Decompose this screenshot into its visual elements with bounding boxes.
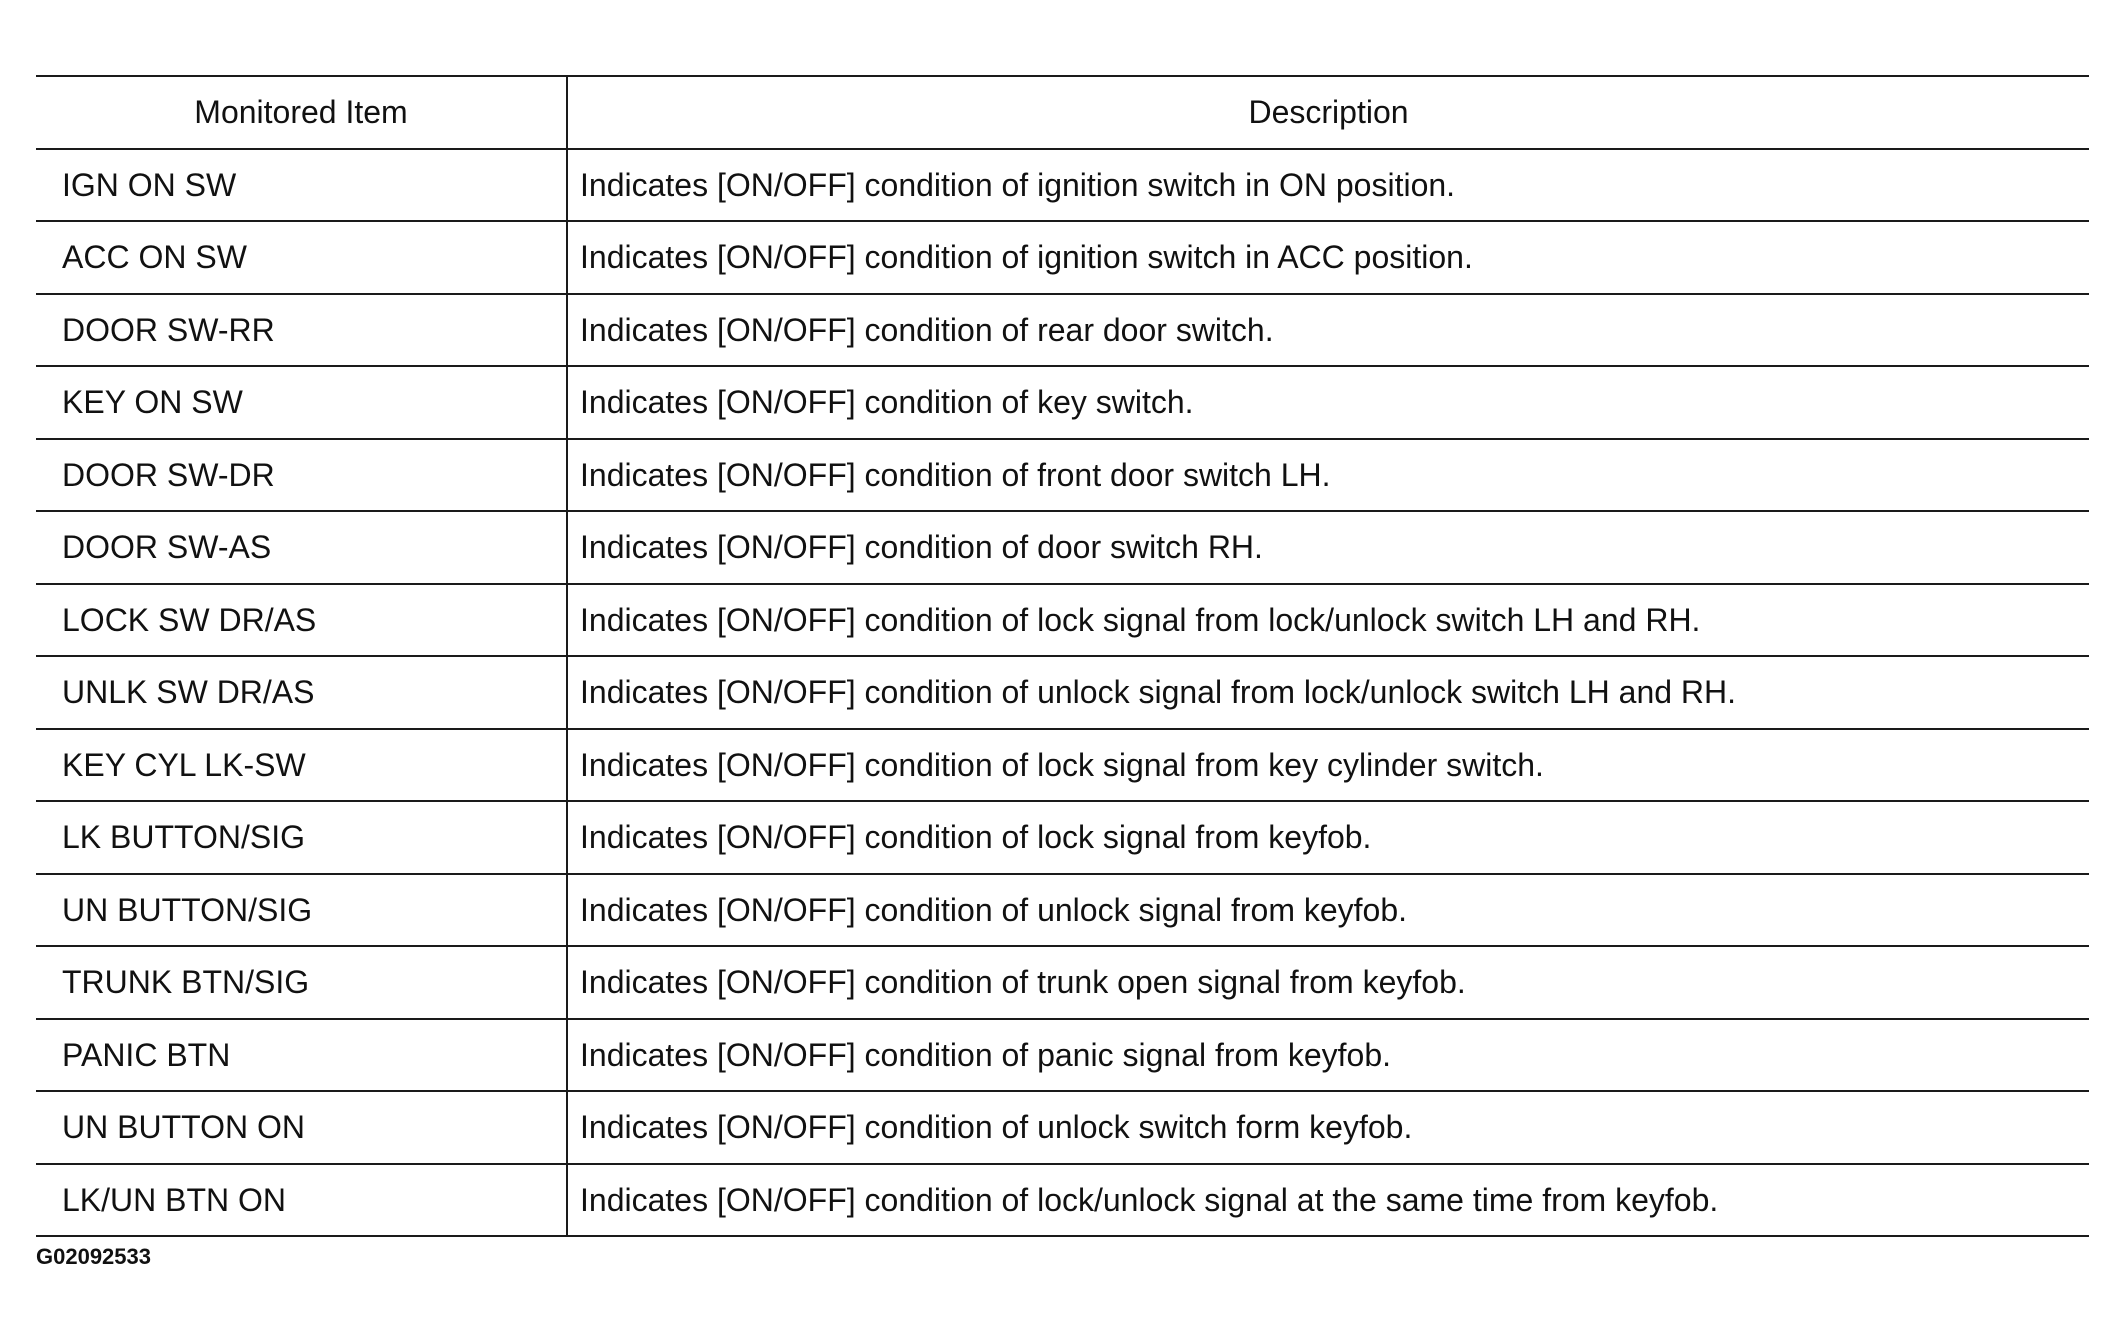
header-monitored-item: Monitored Item [36,76,567,149]
monitored-item-cell: UNLK SW DR/AS [36,656,567,729]
description-cell: Indicates [ON/OFF] condition of ignition switch in ON position. [567,149,2089,222]
table-row [36,656,2089,729]
monitored-item-cell: DOOR SW-RR [36,294,567,367]
table-row [36,294,2089,367]
description-cell: Indicates [ON/OFF] condition of unlock signal from lock/unlock switch LH and RH. [567,656,2089,729]
description-cell: Indicates [ON/OFF] condition of ignition switch in ACC position. [567,221,2089,294]
table-row [36,801,2089,874]
figure-id: G02092533 [36,1244,151,1269]
monitored-item-cell: PANIC BTN [36,1019,567,1092]
table-row [36,439,2089,512]
table-row [36,366,2089,439]
description-cell: Indicates [ON/OFF] condition of trunk open signal from keyfob. [567,946,2089,1019]
table-row [36,1019,2089,1092]
monitored-item-cell: LOCK SW DR/AS [36,584,567,657]
description-cell: Indicates [ON/OFF] condition of key switch. [567,366,2089,439]
description-cell: Indicates [ON/OFF] condition of lock signal from lock/unlock switch LH and RH. [567,584,2089,657]
table-row [36,511,2089,584]
table-row [36,874,2089,947]
table-row [36,149,2089,222]
description-cell: Indicates [ON/OFF] condition of rear door switch. [567,294,2089,367]
table-row [36,1164,2089,1237]
monitored-item-cell: LK BUTTON/SIG [36,801,567,874]
table-row [36,221,2089,294]
monitored-item-cell: UN BUTTON/SIG [36,874,567,947]
table-row [36,1091,2089,1164]
table-body [36,149,2089,1237]
monitored-item-cell: LK/UN BTN ON [36,1164,567,1237]
monitored-item-cell: KEY ON SW [36,366,567,439]
description-cell: Indicates [ON/OFF] condition of lock signal from keyfob. [567,801,2089,874]
description-cell: Indicates [ON/OFF] condition of door switch RH. [567,511,2089,584]
monitored-items-table [36,75,2089,1237]
monitored-item-cell: DOOR SW-AS [36,511,567,584]
monitored-item-cell: UN BUTTON ON [36,1091,567,1164]
description-cell: Indicates [ON/OFF] condition of lock signal from key cylinder switch. [567,729,2089,802]
description-cell: Indicates [ON/OFF] condition of unlock signal from keyfob. [567,874,2089,947]
table-row [36,946,2089,1019]
monitored-item-cell: DOOR SW-DR [36,439,567,512]
header-description: Description [567,76,2089,149]
description-cell: Indicates [ON/OFF] condition of unlock switch form keyfob. [567,1091,2089,1164]
table-row [36,584,2089,657]
description-cell: Indicates [ON/OFF] condition of panic signal from keyfob. [567,1019,2089,1092]
description-cell: Indicates [ON/OFF] condition of lock/unlock signal at the same time from keyfob. [567,1164,2089,1237]
monitored-item-cell: ACC ON SW [36,221,567,294]
table-header-row [36,76,2089,149]
description-cell: Indicates [ON/OFF] condition of front door switch LH. [567,439,2089,512]
monitored-item-cell: TRUNK BTN/SIG [36,946,567,1019]
monitored-item-cell: KEY CYL LK-SW [36,729,567,802]
monitored-item-cell: IGN ON SW [36,149,567,222]
table-row [36,729,2089,802]
